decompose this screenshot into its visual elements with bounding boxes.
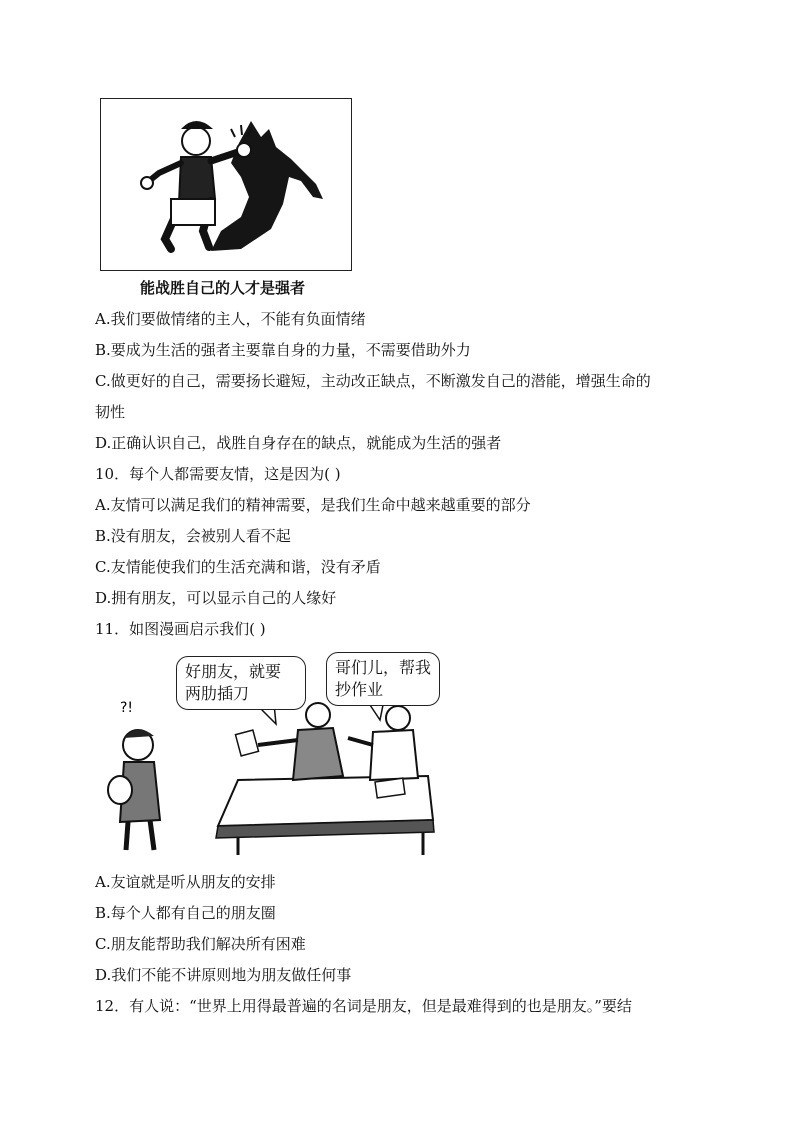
- option-d: D.正确认识自己，战胜自身存在的缺点，就能成为生活的强者: [95, 434, 502, 452]
- option-c-continued: 韧性: [95, 403, 126, 421]
- speech-bubble-left: 好朋友，就要 两肋插刀: [176, 656, 306, 710]
- option-b: B.要成为生活的强者主要靠自身的力量，不需要借助外力: [95, 341, 471, 359]
- boxing-self-shadow-icon: [101, 99, 350, 269]
- svg-text:?!: ?!: [120, 700, 134, 716]
- question-10-stem: 10．每个人都需要友情，这是因为( ): [95, 465, 341, 483]
- friendship-cartoon-figure: [98, 650, 443, 860]
- question-12-stem: 12．有人说：“世界上用得最普遍的名词是朋友，但是最难得到的也是朋友。”要结: [95, 997, 632, 1015]
- option-c: C.做更好的自己，需要扬长避短，主动改正缺点，不断激发自己的潜能，增强生命的: [95, 372, 651, 390]
- q11-option-c: C.朋友能帮助我们解决所有困难: [95, 935, 306, 953]
- q10-option-a: A.友情可以满足我们的精神需要，是我们生命中越来越重要的部分: [95, 496, 531, 514]
- option-a: A.我们要做情绪的主人，不能有负面情绪: [95, 310, 366, 328]
- q11-option-d: D.我们不能不讲原则地为朋友做任何事: [95, 966, 352, 984]
- speech-bubble-right: 哥们儿，帮我 抄作业: [326, 652, 440, 706]
- cartoon-self-boxing-figure: [100, 98, 352, 271]
- q11-option-b: B.每个人都有自己的朋友圈: [95, 904, 276, 922]
- q10-option-b: B.没有朋友，会被别人看不起: [95, 527, 291, 545]
- q10-option-c: C.友情能使我们的生活充满和谐，没有矛盾: [95, 558, 381, 576]
- question-11-stem: 11．如图漫画启示我们( ): [95, 620, 266, 638]
- q11-option-a: A.友谊就是听从朋友的安排: [95, 873, 276, 891]
- q10-option-d: D.拥有朋友，可以显示自己的人缘好: [95, 589, 337, 607]
- figure-caption: 能战胜自己的人才是强者: [140, 279, 306, 297]
